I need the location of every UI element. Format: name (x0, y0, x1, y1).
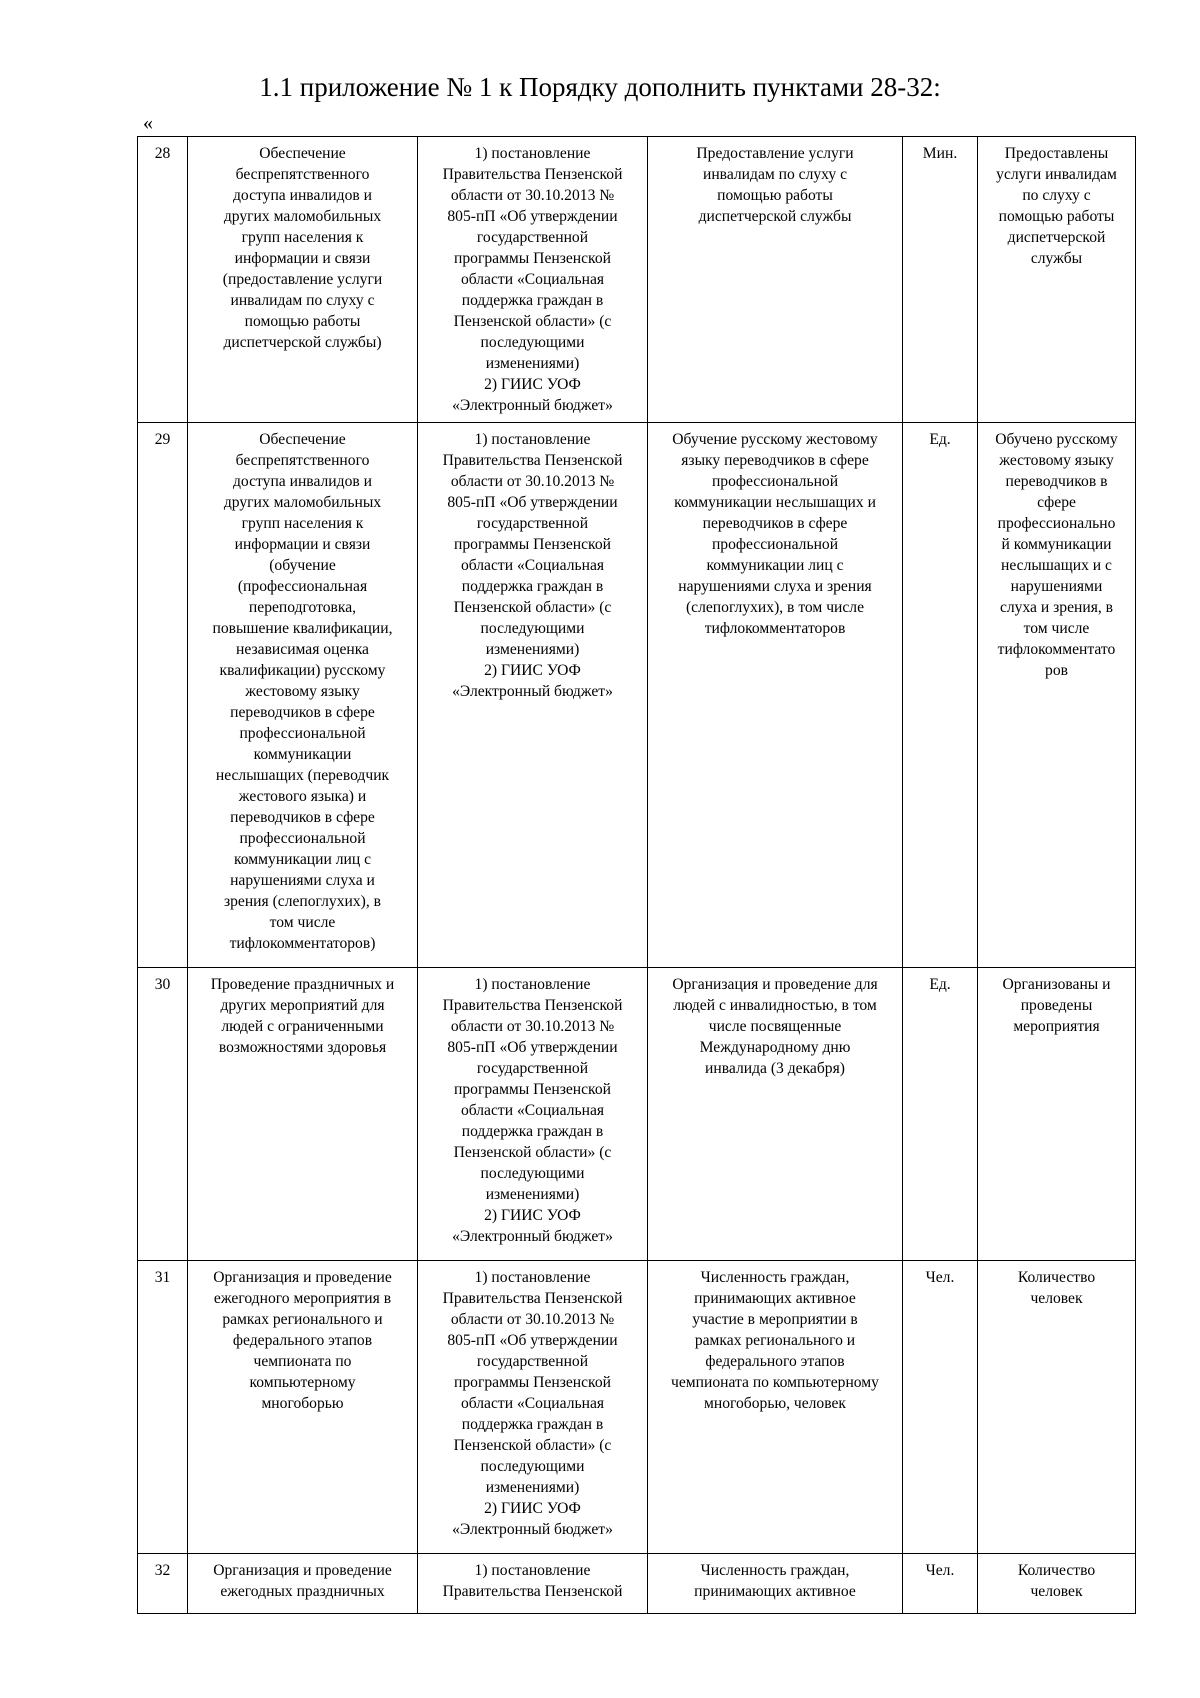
cell-line: Организация и проведение для (672, 976, 878, 993)
cell-line: области от 30.10.2013 № (450, 1018, 615, 1035)
cell-line: поддержка граждан в (461, 292, 604, 309)
indicator-cell (648, 968, 903, 1261)
cell-line: области «Социальная (460, 1395, 605, 1412)
cell-line: государственной (476, 229, 589, 246)
cell-line: 2) ГИИС УОФ (484, 1207, 581, 1224)
cell-line: переподготовка, (248, 599, 357, 616)
cell-line: неслышащих и с (1001, 557, 1112, 574)
cell-line: рамках регионального и (694, 1332, 856, 1349)
cell-line: информации и связи (234, 536, 371, 553)
cell-line: изменениями) (485, 641, 580, 658)
cell-line: человек (1030, 1290, 1083, 1307)
cell-line: инвалидам по слуху с (230, 292, 375, 309)
measure-name-cell (188, 1554, 418, 1614)
cell-line: 805-пП «Об утверждении (447, 494, 618, 511)
cell-line: Правительства Пензенской (442, 997, 623, 1014)
cell-line: тифлокомментаторов (704, 620, 846, 637)
cell-line: языку переводчиков в сфере (681, 452, 869, 469)
cell-line: помощью работы (244, 313, 361, 330)
cell-line: числе посвященные (708, 1018, 842, 1035)
result-cell (978, 137, 1136, 423)
table-row (138, 423, 1136, 968)
cell-line: последующими (480, 1458, 585, 1475)
cell-line: групп населения к (241, 229, 364, 246)
table-body (138, 137, 1136, 1614)
cell-line: Проведение праздничных и (210, 976, 395, 993)
row-number-cell: 29 (138, 423, 188, 968)
cell-line: поддержка граждан в (461, 578, 604, 595)
cell-line: других мероприятий для (220, 997, 385, 1014)
legal-basis-cell (418, 423, 648, 968)
indicator-cell (648, 137, 903, 423)
unit-cell: Чел. (903, 1261, 978, 1554)
cell-line: Организация и проведение (213, 1269, 392, 1286)
cell-line: независимая оценка (236, 641, 369, 658)
legal-basis-cell (418, 968, 648, 1261)
cell-line: 1) постановление (474, 431, 591, 448)
cell-line: области от 30.10.2013 № (450, 473, 615, 490)
measure-name-cell (188, 423, 418, 968)
cell-line: (профессиональная (237, 578, 368, 595)
cell-line: федерального этапов (705, 1353, 845, 1370)
cell-line: рамках регионального и (222, 1311, 383, 1328)
cell-line: многоборью, человек (703, 1395, 846, 1412)
cell-line: неслышащих (переводчик (215, 767, 390, 784)
cell-line: области «Социальная (460, 557, 605, 574)
cell-line: Предоставление услуги (696, 145, 854, 162)
cell-line: жестовому языку (245, 683, 360, 700)
cell-line: групп населения к (241, 515, 364, 532)
cell-line: возможностями здоровья (218, 1039, 387, 1056)
cell-line: чемпионата по компьютерному (671, 1374, 879, 1391)
cell-line: поддержка граждан в (461, 1123, 604, 1140)
unit-cell: Ед. (903, 968, 978, 1261)
cell-line: области от 30.10.2013 № (450, 1311, 615, 1328)
cell-line: поддержка граждан в (461, 1416, 604, 1433)
cell-line: слуха и зрения, в (999, 599, 1114, 616)
cell-line: жестового языка) и (238, 788, 367, 805)
cell-line: тифлокомментато (997, 641, 1116, 658)
cell-line: «Электронный бюджет» (452, 683, 613, 700)
cell-line: чемпионата по (253, 1353, 352, 1370)
cell-line: коммуникации лиц с (234, 851, 371, 868)
cell-line: 1) постановление (474, 1562, 591, 1579)
unit-cell: Ед. (903, 423, 978, 968)
indicator-cell (648, 423, 903, 968)
cell-line: Организация и проведение (213, 1562, 392, 1579)
cell-line: ежегодного мероприятия в (213, 1290, 392, 1307)
cell-line: коммуникации (253, 746, 352, 763)
table-row (138, 137, 1136, 423)
cell-line: службы (1030, 250, 1083, 267)
cell-line: программы Пензенской (454, 1374, 611, 1391)
cell-line: Международному дню (699, 1039, 851, 1056)
cell-line: изменениями) (485, 355, 580, 372)
measure-name-cell (188, 1261, 418, 1554)
cell-line: услуги инвалидам (996, 166, 1117, 183)
cell-line: сфере (1037, 494, 1076, 511)
cell-line: Правительства Пензенской (442, 166, 623, 183)
cell-line: нарушениями слуха и (230, 872, 375, 889)
cell-line: доступа инвалидов и (233, 473, 372, 490)
cell-line: государственной (476, 515, 589, 532)
cell-line: 2) ГИИС УОФ (484, 662, 581, 679)
cell-line: программы Пензенской (454, 1081, 611, 1098)
cell-line: участие в мероприятии в (692, 1311, 858, 1328)
result-cell (978, 1261, 1136, 1554)
cell-line: Количество (1017, 1269, 1096, 1286)
legal-basis-cell (418, 1261, 648, 1554)
cell-line: нарушениями слуха и зрения (678, 578, 872, 595)
cell-line: (слепоглухих), в том числе (685, 599, 865, 616)
cell-line: профессиональной (711, 473, 839, 490)
cell-line: профессионально (997, 515, 1116, 532)
cell-line: по слуху с (1022, 187, 1091, 204)
cell-line: человек (1030, 1583, 1083, 1600)
cell-line: последующими (480, 620, 585, 637)
cell-line: Обеспечение (259, 145, 346, 162)
cell-line: государственной (476, 1060, 589, 1077)
cell-line: Пензенской области» (с (453, 599, 612, 616)
cell-line: том числе (269, 914, 336, 931)
cell-line: квалификации) русскому (219, 662, 386, 679)
result-cell (978, 968, 1136, 1261)
cell-line: инвалида (3 декабря) (705, 1060, 845, 1077)
indicator-cell (648, 1554, 903, 1614)
cell-line: 805-пП «Об утверждении (447, 1332, 618, 1349)
cell-line: компьютерному (249, 1374, 356, 1391)
cell-line: 1) постановление (474, 1269, 591, 1286)
cell-line: Обеспечение (259, 431, 346, 448)
cell-line: людей с ограниченными (221, 1018, 384, 1035)
cell-line: жестовому языку (999, 452, 1114, 469)
cell-line: 805-пП «Об утверждении (447, 1039, 618, 1056)
cell-line: последующими (480, 334, 585, 351)
cell-line: «Электронный бюджет» (452, 1228, 613, 1245)
cell-line: беспрепятственного (235, 452, 370, 469)
appendix-table (137, 136, 1136, 1614)
cell-line: 805-пП «Об утверждении (447, 208, 618, 225)
cell-line: государственной (476, 1353, 589, 1370)
cell-line: последующими (480, 1165, 585, 1182)
cell-line: профессиональной (239, 725, 366, 742)
cell-line: помощью работы (998, 208, 1115, 225)
cell-line: Пензенской области» (с (453, 1437, 612, 1454)
cell-line: изменениями) (485, 1186, 580, 1203)
cell-line: беспрепятственного (235, 166, 370, 183)
cell-line: Правительства Пензенской (442, 1583, 623, 1600)
cell-line: многоборью (261, 1395, 344, 1412)
cell-line: Обучено русскому (995, 431, 1118, 448)
cell-line: тифлокомментаторов) (229, 935, 376, 952)
cell-line: федерального этапов (232, 1332, 373, 1349)
cell-line: Обучение русскому жестовому (672, 431, 878, 448)
cell-line: Правительства Пензенской (442, 452, 623, 469)
measure-name-cell (188, 968, 418, 1261)
opening-quote-mark: « (143, 112, 153, 134)
cell-line: том числе (1023, 620, 1090, 637)
cell-line: диспетчерской службы) (223, 334, 382, 351)
row-number-cell: 28 (138, 137, 188, 423)
cell-line: принимающих активное (694, 1583, 856, 1600)
cell-line: «Электронный бюджет» (452, 397, 613, 414)
cell-line: профессиональной (711, 536, 839, 553)
cell-line: «Электронный бюджет» (452, 1521, 613, 1538)
table-row (138, 1261, 1136, 1554)
cell-line: Предоставлены (1004, 145, 1109, 162)
cell-line: Организованы и (1002, 976, 1111, 993)
cell-line: Пензенской области» (с (453, 313, 612, 330)
cell-line: зрения (слепоглухих), в (223, 893, 382, 910)
cell-line: людей с инвалидностью, в том (673, 997, 877, 1014)
cell-line: 1) постановление (474, 976, 591, 993)
result-cell (978, 423, 1136, 968)
indicator-cell (648, 1261, 903, 1554)
cell-line: других маломобильных (223, 208, 382, 225)
cell-line: Численность граждан, (700, 1269, 850, 1286)
cell-line: области от 30.10.2013 № (450, 187, 615, 204)
cell-line: изменениями) (485, 1479, 580, 1496)
cell-line: коммуникации неслышащих и (674, 494, 876, 511)
cell-line: помощью работы (717, 187, 833, 204)
cell-line: других маломобильных (223, 494, 382, 511)
cell-line: (обучение (269, 557, 336, 574)
cell-line: профессиональной (239, 830, 366, 847)
cell-line: программы Пензенской (454, 536, 611, 553)
result-cell (978, 1554, 1136, 1614)
cell-line: нарушениями (1010, 578, 1103, 595)
row-number-cell: 30 (138, 968, 188, 1261)
row-number-cell: 31 (138, 1261, 188, 1554)
cell-line: 2) ГИИС УОФ (484, 1500, 581, 1517)
unit-cell: Мин. (903, 137, 978, 423)
cell-line: Правительства Пензенской (442, 1290, 623, 1307)
cell-line: (предоставление услуги (222, 271, 383, 288)
cell-line: инвалидам по слуху с (702, 166, 847, 183)
table-row (138, 1554, 1136, 1614)
unit-cell: Чел. (903, 1554, 978, 1614)
page-heading: 1.1 приложение № 1 к Порядку дополнить пунктами 28-32: (259, 72, 941, 102)
cell-line: области «Социальная (460, 1102, 605, 1119)
measure-name-cell (188, 137, 418, 423)
cell-line: Пензенской области» (с (453, 1144, 612, 1161)
cell-line: переводчиков в сфере (230, 809, 375, 826)
cell-line: коммуникации лиц с (706, 557, 844, 574)
cell-line: диспетчерской службы (698, 208, 852, 225)
cell-line: переводчиков в (1005, 473, 1108, 490)
cell-line: 1) постановление (474, 145, 591, 162)
cell-line: области «Социальная (460, 271, 605, 288)
cell-line: доступа инвалидов и (233, 187, 372, 204)
cell-line: 2) ГИИС УОФ (484, 376, 581, 393)
cell-line: переводчиков в сфере (230, 704, 375, 721)
cell-line: ров (1045, 662, 1068, 679)
legal-basis-cell (418, 137, 648, 423)
cell-line: й коммуникации (1001, 536, 1112, 553)
row-number-cell: 32 (138, 1554, 188, 1614)
cell-line: Численность граждан, (700, 1562, 850, 1579)
cell-line: Количество (1017, 1562, 1096, 1579)
cell-line: информации и связи (234, 250, 371, 267)
cell-line: диспетчерской (1007, 229, 1106, 246)
cell-line: переводчиков в сфере (702, 515, 848, 532)
cell-line: проведены (1020, 997, 1093, 1014)
cell-line: программы Пензенской (454, 250, 611, 267)
cell-line: мероприятия (1013, 1018, 1100, 1035)
cell-line: принимающих активное (694, 1290, 856, 1307)
legal-basis-cell (418, 1554, 648, 1614)
cell-line: повышение квалификации, (212, 620, 393, 637)
cell-line: ежегодных праздничных (220, 1583, 385, 1600)
table-row (138, 968, 1136, 1261)
